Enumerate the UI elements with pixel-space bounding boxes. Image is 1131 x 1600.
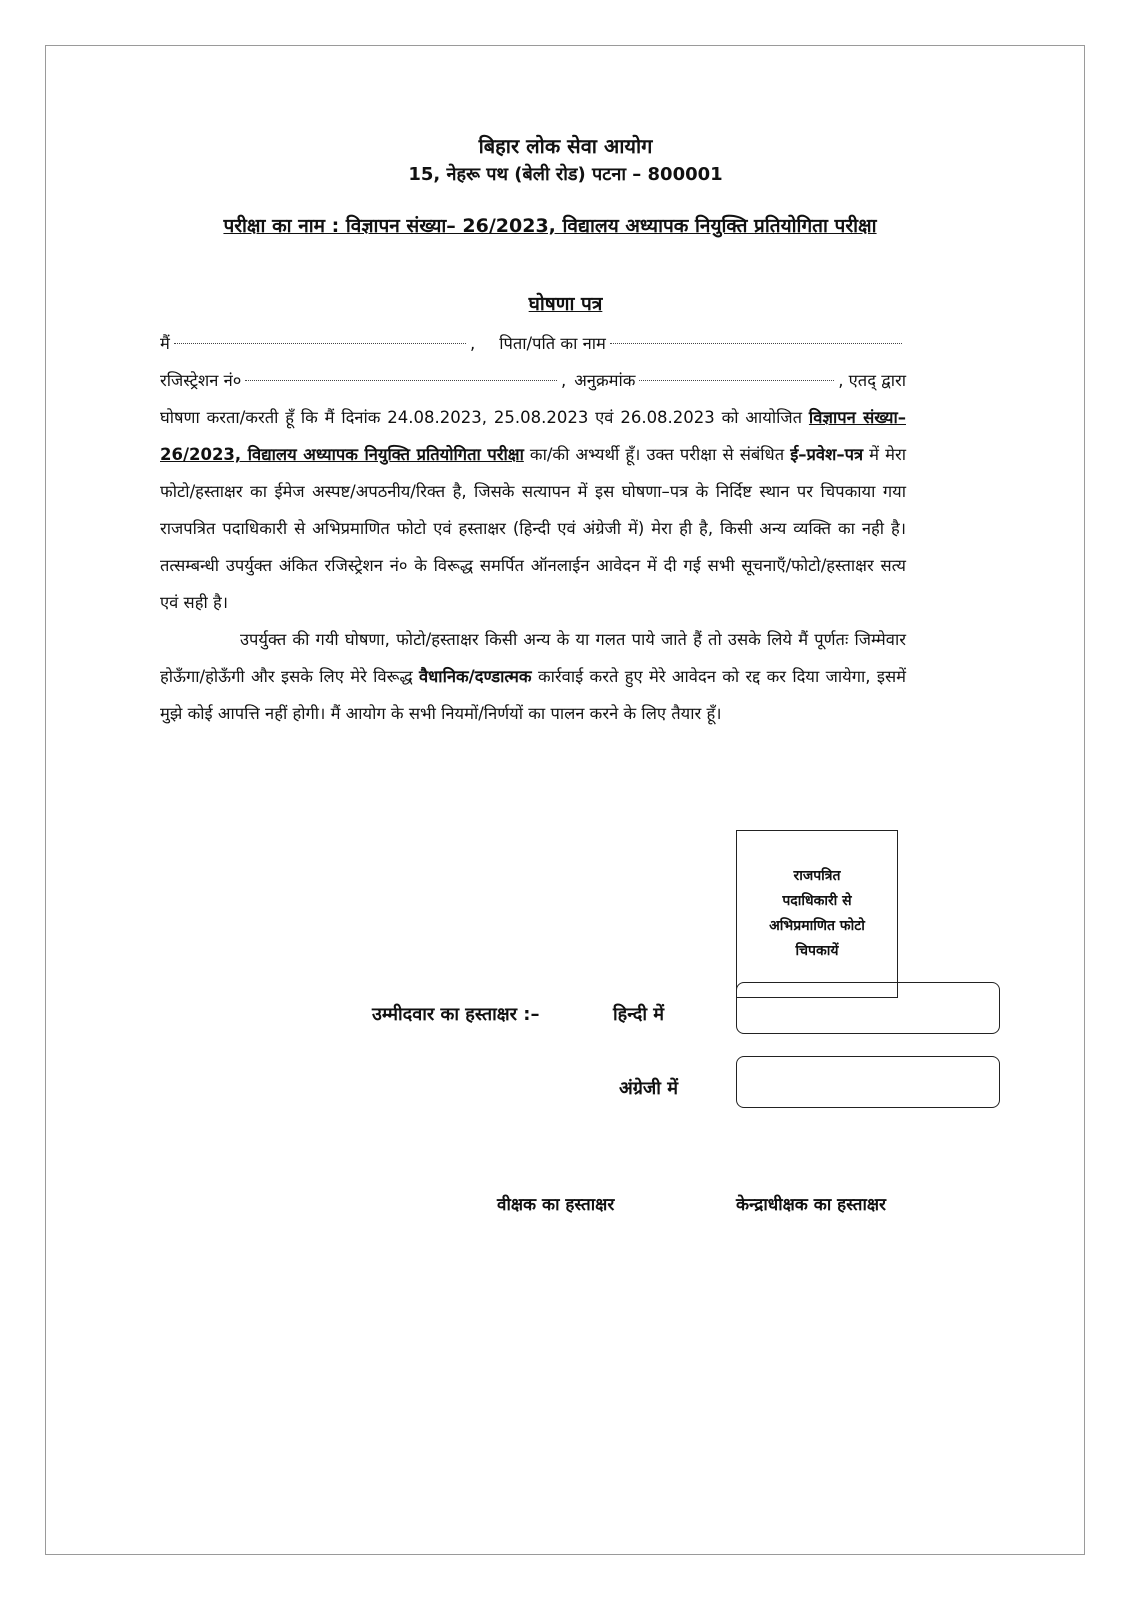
para1-text-c: में मेरा फोटो/हस्ताक्षर का ईमेज अस्पष्ट/अपठनीय/रिक्त है, जिसके सत्यापन में इस घोषणा–पत्र के निर्दिष्ट स्थान पर चिपकाया गया राजपत्रित पदाधिकारी से अभिप्रमाणित फोटो एवं हस्ताक्षर (हिन्दी एवं अंग्रेजी में) मेरा ही है, किसी अन्य व्यक्ति का नही है। तत्सम्बन्धी उपर्युक्त अंकित रजिस्ट्रेशन नं० के विरूद्ध समर्पित ऑनलाईन आवेदन में दी गई सभी सूचनाएँ/फोटो/हस्ताक्षर सत्य एवं सही है।: [160, 445, 906, 612]
registration-line: [160, 362, 906, 399]
comma: ,: [469, 334, 476, 353]
para2-text-a: उपर्युक्त की गयी घोषणा, फोटो/हस्ताक्षर किसी अन्य के या गलत पाये जाते हैं तो उसके लिये मैं पूर्णतः जिम्मेवार होऊँगा/होऊँगी और इसके लिए मेरे विरूद्ध: [160, 630, 906, 686]
declaration-paragraph-1: [160, 399, 906, 621]
english-signature-label: अंग्रेजी में: [619, 1078, 678, 1099]
hindi-signature-label: हिन्दी में: [613, 1004, 665, 1025]
invigilator-signature-label: वीक्षक का हस्ताक्षर: [497, 1195, 615, 1215]
registration-blank[interactable]: [245, 380, 557, 381]
declaration-paragraph-2: [160, 621, 906, 732]
photo-box-line-3: अभिप्रमाणित फोटो: [769, 918, 865, 934]
organization-name: बिहार लोक सेवा आयोग: [478, 134, 653, 158]
comma-2: ,: [560, 371, 567, 390]
photo-box-line-2: पदाधिकारी से: [782, 893, 852, 909]
organization-address: 15, नेहरू पथ (बेली रोड) पटना – 800001: [408, 164, 723, 185]
hindi-signature-box[interactable]: [736, 982, 1000, 1034]
para2-text-b: कार्रवाई करते हुए मेरे आवेदन को रद्द कर दिया जायेगा, इसमें मुझे कोई आपत्ति नहीं होगी। मैं आयोग के सभी नियमों/निर्णयों का पालन करने के लिए तैयार हूँ।: [160, 667, 906, 723]
superintendent-signature-label: केन्द्राधीक्षक का हस्ताक्षर: [736, 1195, 887, 1215]
father-name-label: पिता/पति का नाम: [499, 334, 606, 353]
legal-action-term: वैधानिक/दण्डात्मक: [418, 667, 532, 686]
roll-number-label: अनुक्रमांक: [574, 371, 636, 390]
declaration-heading: घोषणा पत्र: [528, 293, 603, 315]
roll-number-blank[interactable]: [639, 380, 834, 381]
exam-reference: विज्ञापन संख्या– 26/2023, विद्यालय अध्यापक नियुक्ति प्रतियोगिता परीक्षा: [160, 408, 906, 464]
candidate-signature-label: उम्मीदवार का हस्ताक्षर :–: [372, 1004, 540, 1025]
father-name-blank[interactable]: [610, 343, 902, 344]
candidate-name-blank[interactable]: [174, 343, 466, 344]
hereby-label: , एतद् द्वारा: [838, 371, 906, 390]
english-signature-box[interactable]: [736, 1056, 1000, 1108]
photo-box[interactable]: [736, 830, 898, 998]
name-line: [160, 325, 906, 362]
photo-box-line-1: राजपत्रित: [793, 868, 841, 884]
para1-text-a: घोषणा करता/करती हूँ कि मैं दिनांक 24.08.2023, 25.08.2023 एवं 26.08.2023 को आयोजित: [160, 408, 803, 427]
declaration-body: [160, 325, 906, 732]
exam-title: परीक्षा का नाम : विज्ञापन संख्या– 26/2023, विद्यालय अध्यापक नियुक्ति प्रतियोगिता परीक्षा: [223, 215, 877, 237]
i-label: मैं: [160, 334, 170, 353]
registration-label: रजिस्ट्रेशन नं०: [160, 371, 242, 390]
para1-text-b: का/की अभ्यर्थी हूँ। उक्त परीक्षा से संबंधित: [523, 445, 791, 464]
page-border: [45, 45, 1085, 1555]
admit-card-term: ई–प्रवेश–पत्र: [790, 445, 864, 464]
photo-box-line-4: चिपकायें: [795, 943, 839, 959]
